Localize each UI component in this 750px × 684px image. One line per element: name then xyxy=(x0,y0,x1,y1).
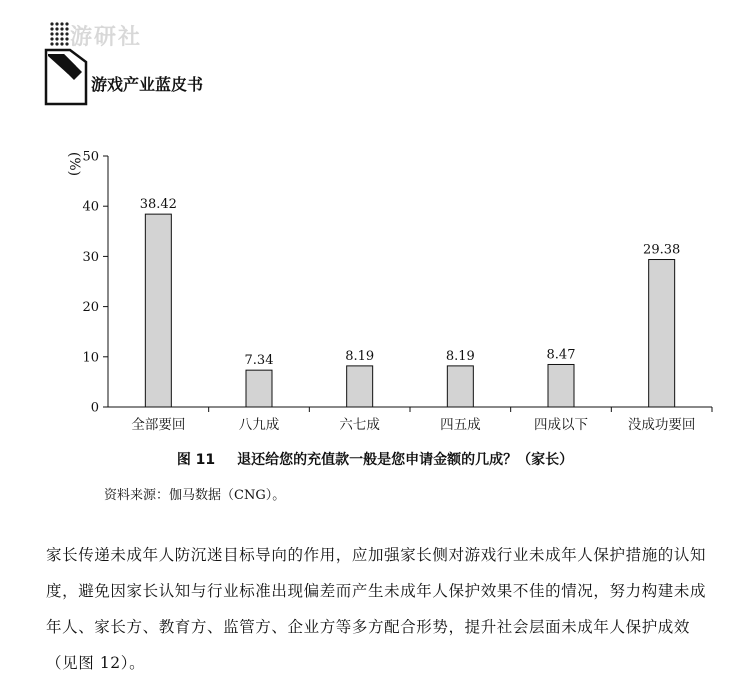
x-tick-label: 全部要回 xyxy=(131,417,186,433)
y-tick-label: 20 xyxy=(82,300,99,316)
x-tick-label: 没成功要回 xyxy=(627,417,696,433)
y-axis-label: (%) xyxy=(66,151,82,177)
x-tick-label: 八九成 xyxy=(238,417,280,433)
figure-number: 图 11 xyxy=(176,452,216,468)
x-tick-label: 四成以下 xyxy=(534,417,588,433)
x-tick-label: 六七成 xyxy=(339,417,380,433)
bar-value-label: 8.47 xyxy=(546,347,576,363)
x-tick-label: 四五成 xyxy=(440,417,481,433)
bar xyxy=(447,366,473,407)
bar xyxy=(246,370,272,407)
y-tick-label: 0 xyxy=(90,400,99,416)
y-tick-label: 10 xyxy=(82,350,99,366)
source-note: 资料来源：伽马数据（CNG）。 xyxy=(104,488,286,503)
header-watermark: 游研社 xyxy=(70,25,143,50)
bar xyxy=(649,260,675,407)
bar-value-label: 8.19 xyxy=(445,348,475,364)
y-tick-label: 30 xyxy=(82,249,99,265)
figure-caption-text: 退还给您的充值款一般是您申请金额的几成？（家长） xyxy=(237,452,574,468)
book-title: 游戏产业蓝皮书 xyxy=(91,75,204,94)
book-logo-icon xyxy=(28,0,132,112)
y-tick-label: 40 xyxy=(82,199,99,215)
bar xyxy=(347,366,373,407)
bar xyxy=(145,214,171,407)
bar-value-label: 29.38 xyxy=(643,242,681,258)
bar-value-label: 7.34 xyxy=(244,353,274,369)
bar xyxy=(548,364,574,407)
y-tick-label: 50 xyxy=(82,149,99,165)
bar-value-label: 8.19 xyxy=(345,348,375,364)
body-paragraph: 家长传递未成年人防沉迷目标导向的作用，应加强家长侧对游戏行业未成年人保护措施的认知度，避免因家长认知与行业标准出现偏差而产生未成年人保护效果不佳的情况，努力构建未成年人、家长方、教育方、监管方、企业方等多方配合形势，提升社会层面未成年人保护成效（见图 12）。 xyxy=(46,546,707,672)
bar-value-label: 38.42 xyxy=(139,197,177,213)
bar-chart xyxy=(0,130,750,440)
figure-caption xyxy=(0,449,750,469)
